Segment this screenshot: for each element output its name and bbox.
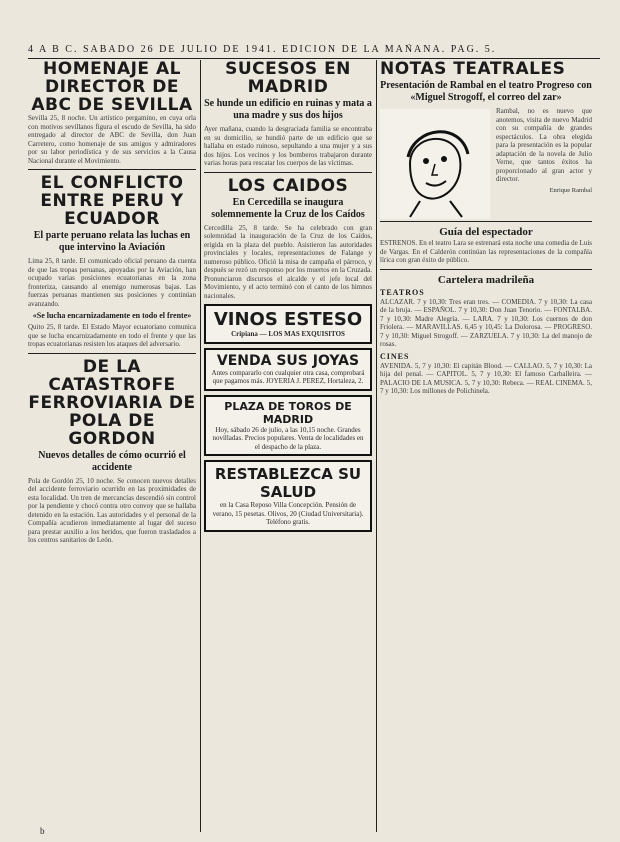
ad-toros-sub: Hoy, sábado 26 de julio, a las 10,15 noche. Grandes novilladas. Precios populares. Venta de localidades en el despacho de la plaza. [212,425,364,451]
cines-label: CINES [380,351,410,361]
teatros-label: TEATROS [380,287,425,297]
teatros-listing: ALCAZAR. 7 y 10,30: Tres eran tres. — COMEDIA. 7 y 10,30: La casa de la bruja. — ESPAÑOL. 7 y 10,30: Don Juan Tenorio. — FONTALBA. 7 y 10,30: Madre Alegría. — LARA. 7 y 10,30: Los cuernos de don Friolera. — MARAVILLAS. 6,45 y 10,45: La Dolorosa. — PROGRESO. 7 y 10,30: Miguel Strogoff. — ZARZUELA. 7 y 10,30: La del manojo de rosas. [380,297,592,348]
footer-mark: b [40,826,45,836]
subhead-conflicto: El parte peruano relata las luchas en que intervino la Aviación [33,230,191,253]
cartelera-title: Cartelera madrileña [437,273,535,286]
article-conflicto-body-2: Quito 25, 8 tarde. El Estado Mayor ecuatoriano comunica que se lucha encarnizadamente en todo el frente y que las tropas ecuatorianas resisten los ataques del adversario. [28,323,196,348]
column-divider [376,60,377,832]
headline-homenaje: HOMENAJE AL DIRECTOR DE ABC DE SEVILLA [31,60,193,115]
ad-toros-title: PLAZA DE TOROS DE MADRID [224,399,352,426]
divider [28,169,196,170]
headline-catastrofe: DE LA CATASTROFE FERROVIARIA DE POLA DE GORDON [28,356,196,449]
divider [380,269,592,270]
column-left [28,60,196,832]
headline-notas: NOTAS TEATRALES [380,60,566,79]
column-right [380,60,592,832]
caricature-caption: Enrique Rambal [549,186,592,194]
ad-joyas-title: VENDA SUS JOYAS [216,352,360,369]
article-homenaje-body: Sevilla 25, 8 noche. Un artístico pergamino, en cuya orla con motivos sevillanos figura el escudo de Sevilla, ha sido entregado al director de ABC de Sevilla, don Juan Carretero, como homenaje de sus amigos y admiradores por su labor periodística y de sus servicios a la Causa Nacional durante el Movimiento. [28,114,196,165]
ad-joyas [204,348,372,391]
divider [28,353,196,354]
headline-sucesos: SUCESOS EN MADRID [225,60,351,97]
guia-body: ESTRENOS. En el teatro Lara se estrenará esta noche una comedia de Luis de Vargas. En el Calderón continúan las representaciones de la compañía lírica con gran éxito de público. [380,239,592,264]
divider [380,221,592,222]
subhead-lucha: «Se lucha encarnizadamente en todo el frente» [32,311,192,320]
ad-vinos-sub: Cripiana — LOS MAS EXQUISITOS [231,330,345,338]
ad-vinos-title: VINOS ESTESO [213,309,363,330]
ad-salud-sub: en la Casa Reposo Villa Concepción. Pensión de verano, 15 pesetas. Olivos, 20 (Ciudad Universitaria). Teléfono gratis. [212,501,364,526]
column-divider [200,60,201,832]
guia-title: Guía del espectador [439,226,533,238]
headline-caidos: LOS CAIDOS [227,175,349,196]
ad-vinos [204,304,372,344]
subhead-caidos: En Cercedilla se inaugura solemnemente la Cruz de los Caídos [211,196,365,220]
ad-toros [204,395,372,457]
ad-salud [204,460,372,532]
article-conflicto-body: Lima 25, 8 tarde. El comunicado oficial peruano da cuenta de que las tropas peruanas, apoyadas por la Aviación, han ocupado varias posiciones ecuatorianas en la zona fronteriza, causando al enemigo numerosas bajas. Las fuerzas peruanas mantienen sus posiciones y continúan avanzando. [28,257,196,308]
page-header: 4 A B C. SABADO 26 DE JULIO DE 1941. EDICION DE LA MAÑANA. PAG. 5. [28,44,497,55]
header-rule [28,58,600,59]
subhead-notas: Presentación de Rambal en el teatro Progreso con «Miguel Strogoff, el correo del zar» [380,80,592,103]
subhead-sucesos: Se hunde un edificio en ruinas y mata a una madre y sus dos hijos [204,98,372,121]
cines-listing: AVENIDA. 5, 7 y 10,30: El capitán Blood. — CALLAO. 5, 7 y 10,30: La hija del penal. — CAPITOL. 5, 7 y 10,30: El famoso Carballeira. — PALACIO DE LA MUSICA. 5, 7 y 10,30: Rebeca. — REAL CINEMA. 5, 7 y 10,30: Los millones de Polichinela. [380,361,592,395]
column-middle [204,60,372,832]
ad-joyas-sub: Antes compararlo con cualquier otra casa, comprobará que pagamos más. JOYERIA J. PEREZ, Hortaleza, 2. [211,368,365,385]
caricature-illustration [380,109,490,219]
headline-conflicto: EL CONFLICTO ENTRE PERU Y ECUADOR [40,173,184,229]
article-catastrofe-body: Pola de Gordón 25, 10 noche. Se conocen nuevos detalles del accidente ferroviario ocurrido en las proximidades de esta localidad. Un tren de mercancías descendió sin control por la pendiente y chocó contra otro convoy que se hallaba detenido en la estación. Las autoridades y el personal de la Compañía acudieron inmediatamente al lugar del suceso para prestar auxilio a los heridos, que fueron trasladados a los centros sanitarios de León. [28,476,196,544]
article-sucesos-body: Ayer mañana, cuando la desgraciada familia se encontraba en su domicilio, se hundió parte de un edificio que se hallaba en estado ruinoso, sepultando a una mujer y a sus dos hijos. Los vecinos y los bomberos trabajaron durante varias horas para rescatar los cuerpos de las víctimas. [204,125,372,167]
ad-salud-title: RESTABLEZCA SU SALUD [214,465,362,501]
article-notas-body: Rambal, no es nuevo que anotemos, visita de nuevo Madrid con su compañía de grandes espectáculos. La obra elegida para la presentación es la popular adaptación de la novela de Julio Verne, que tantos éxitos ha proporcionado al gran actor y director. [496,107,592,183]
divider [204,172,372,173]
article-caidos-body: Cercedilla 25, 8 tarde. Se ha celebrado con gran solemnidad la inauguración de la Cruz de los Caídos, erigida en la plaza del pueblo. Asistieron las autoridades provinciales y locales, representaciones de Falange y numeroso público. Ofició la misa de campaña el párroco, y después se rezó un responso por los muertos en la Cruzada. Pronunciaron discursos el alcalde y el jefe local del Movimiento, y el acto terminó con el canto de los himnos nacionales. [204,223,372,300]
subhead-catastrofe: Nuevos detalles de cómo ocurrió el accidente [38,449,186,473]
